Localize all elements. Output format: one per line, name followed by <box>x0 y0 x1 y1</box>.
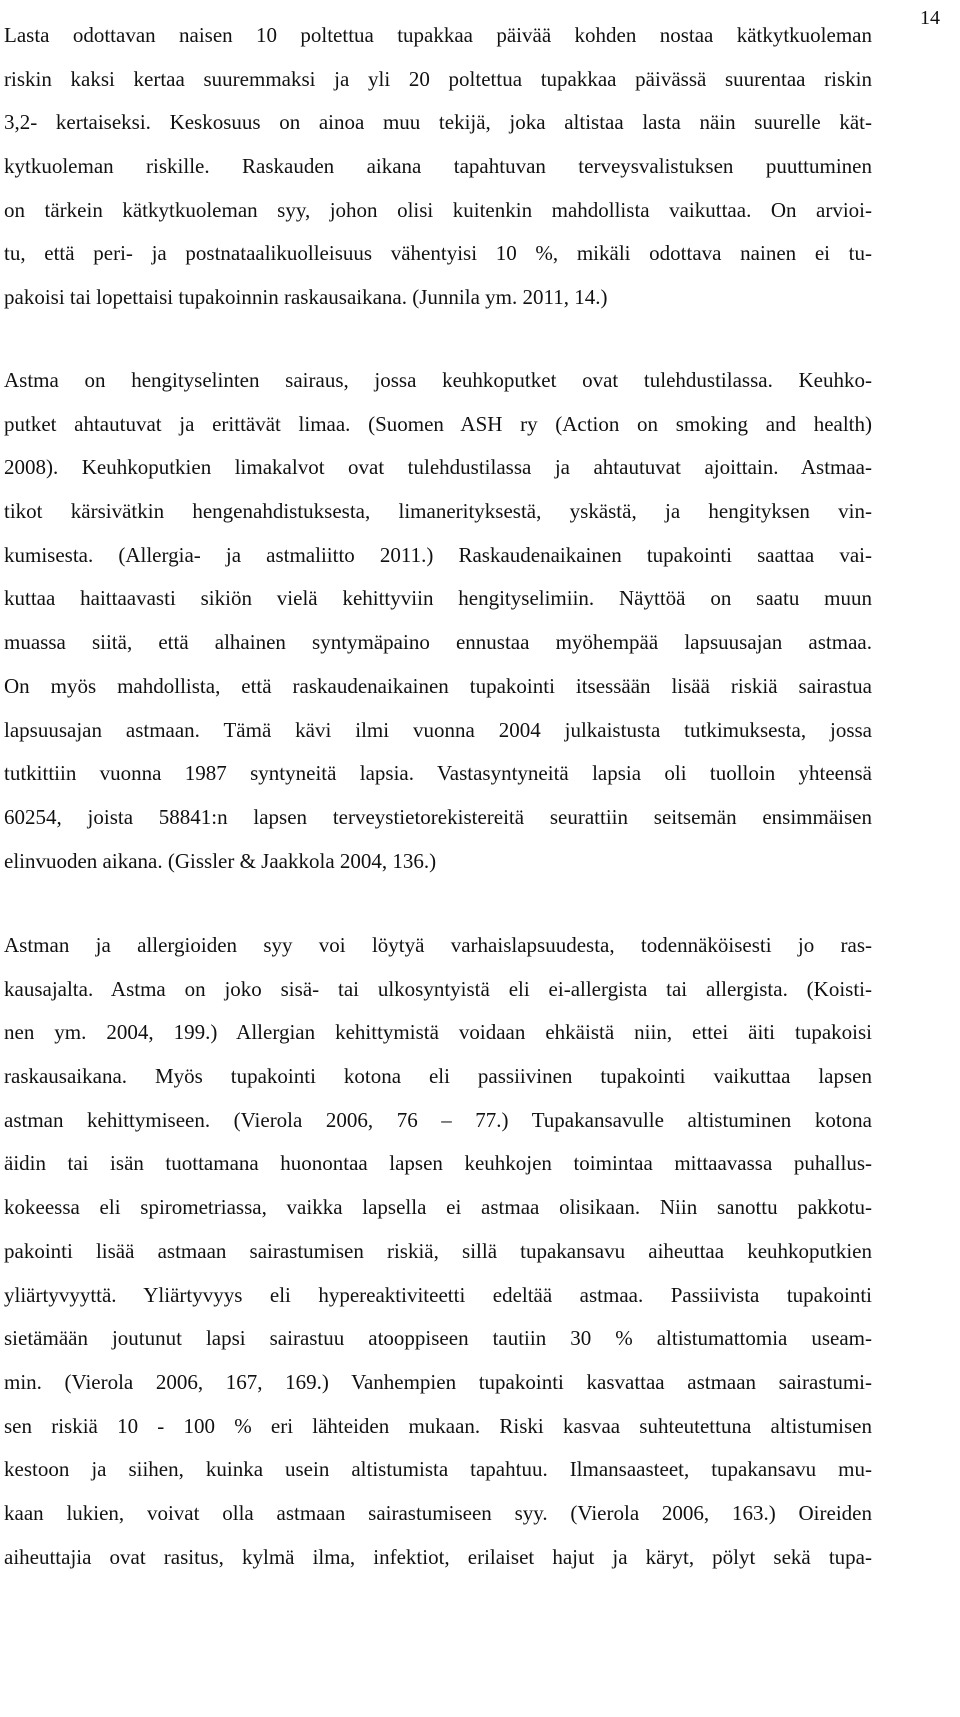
text-line: kuttaa haittaavasti sikiön vielä kehittyviin hengityselimiin. Näyttöä on saatu muun <box>4 586 872 611</box>
text-line: on tärkein kätkytkuoleman syy, johon olisi kuitenkin mahdollista vaikuttaa. On arvioi- <box>4 197 872 222</box>
text-line: 60254, joista 58841:n lapsen terveystietorekistereitä seurattiin seitsemän ensimmäisen <box>4 804 872 829</box>
text-line: On myös mahdollista, että raskaudenaikainen tupakointi itsessään lisää riskiä sairastua <box>4 673 872 698</box>
text-line: Lasta odottavan naisen 10 poltettua tupakkaa päivää kohden nostaa kätkytkuoleman <box>4 23 872 47</box>
paragraph-asthma <box>4 359 872 883</box>
text-line: äidin tai isän tuottamana huonontaa lapsen keuhkojen toimintaa mittaavassa puhallus- <box>4 1151 872 1176</box>
text-line: Astman ja allergioiden syy voi löytyä varhaislapsuudesta, todennäköisesti jo ras- <box>4 933 872 957</box>
text-line: min. (Vierola 2006, 167, 169.) Vanhempien tupakointi kasvattaa astmaan sairastumi- <box>4 1369 872 1394</box>
text-line: putket ahtautuvat ja erittävät limaa. (Suomen ASH ry (Action on smoking and health) <box>4 411 872 436</box>
text-line: Astma on hengityselinten sairaus, jossa keuhkoputket ovat tulehdustilassa. Keuhko- <box>4 368 872 392</box>
text-line: 2008). Keuhkoputkien limakalvot ovat tulehdustilassa ja ahtautuvat ajoittain. Astmaa- <box>4 455 872 480</box>
text-line: tikot kärsivätkin hengenahdistuksesta, limanerityksestä, yskästä, ja hengityksen vin- <box>4 499 872 524</box>
text-line: aiheuttajia ovat rasitus, kylmä ilma, infektiot, erilaiset hajut ja käryt, pölyt sekä tupa- <box>4 1544 872 1569</box>
text-line: kausajalta. Astma on joko sisä- tai ulkosyntyistä eli ei-allergista tai allergista. (Koisti- <box>4 976 872 1001</box>
text-line: nen ym. 2004, 199.) Allergian kehittymistä voidaan ehkäistä niin, ettei äiti tupakoisi <box>4 1020 872 1045</box>
text-line: tutkittiin vuonna 1987 syntyneitä lapsia. Vastasyntyneitä lapsia oli tuolloin yhteensä <box>4 761 872 786</box>
text-line: astman kehittymiseen. (Vierola 2006, 76 – 77.) Tupakansavulle altistuminen kotona <box>4 1107 872 1132</box>
text-line: kokeessa eli spirometriassa, vaikka lapsella ei astmaa olisikaan. Niin sanottu pakkotu- <box>4 1195 872 1220</box>
text-line: lapsuusajan astmaan. Tämä kävi ilmi vuonna 2004 julkaistusta tutkimuksesta, jossa <box>4 717 872 742</box>
text-line: kaan lukien, voivat olla astmaan sairastumiseen syy. (Vierola 2006, 163.) Oireiden <box>4 1500 872 1525</box>
text-line: kumisesta. (Allergia- ja astmaliitto 2011.) Raskaudenaikainen tupakointi saattaa vai- <box>4 542 872 567</box>
text-line: sen riskiä 10 - 100 % eri lähteiden mukaan. Riski kasvaa suhteutettuna altistumisen <box>4 1413 872 1438</box>
paragraph-sids-risk <box>4 14 872 320</box>
text-line: riskin kaksi kertaa suuremmaksi ja yli 20 poltettua tupakkaa päivässä suurentaa riskin <box>4 66 872 91</box>
text-line: pakointi lisää astmaan sairastumisen riskiä, sillä tupakansavu aiheuttaa keuhkoputkien <box>4 1238 872 1263</box>
text-line: tu, että peri- ja postnataalikuolleisuus vähentyisi 10 %, mikäli odottava nainen ei tu- <box>4 241 872 266</box>
text-line: raskausaikana. Myös tupakointi kotona eli passiivinen tupakointi vaikuttaa lapsen <box>4 1064 872 1089</box>
page-number: 14 <box>920 7 940 29</box>
paragraph-allergies <box>4 924 872 1579</box>
text-line: kytkuoleman riskille. Raskauden aikana tapahtuvan terveysvalistuksen puuttuminen <box>4 154 872 179</box>
text-line: muassa siitä, että alhainen syntymäpaino ennustaa myöhempää lapsuusajan astmaa. <box>4 630 872 655</box>
text-line: kestoon ja siihen, kuinka usein altistumista tapahtuu. Ilmansaasteet, tupakansavu mu- <box>4 1457 872 1482</box>
text-line: 3,2- kertaiseksi. Keskosuus on ainoa muu tekijä, joka altistaa lasta näin suurelle kät- <box>4 110 872 135</box>
text-line: pakoisi tai lopettaisi tupakoinnin raskausaikana. (Junnila ym. 2011, 14.) <box>4 285 608 310</box>
text-line: elinvuoden aikana. (Gissler & Jaakkola 2004, 136.) <box>4 848 437 873</box>
text-line: sietämään joutunut lapsi sairastuu atooppiseen tautiin 30 % altistumattomia useam- <box>4 1326 872 1351</box>
text-line: yliärtyvyyttä. Yliärtyvyys eli hypereaktiviteetti edeltää astmaa. Passiivista tupakointi <box>4 1282 872 1307</box>
